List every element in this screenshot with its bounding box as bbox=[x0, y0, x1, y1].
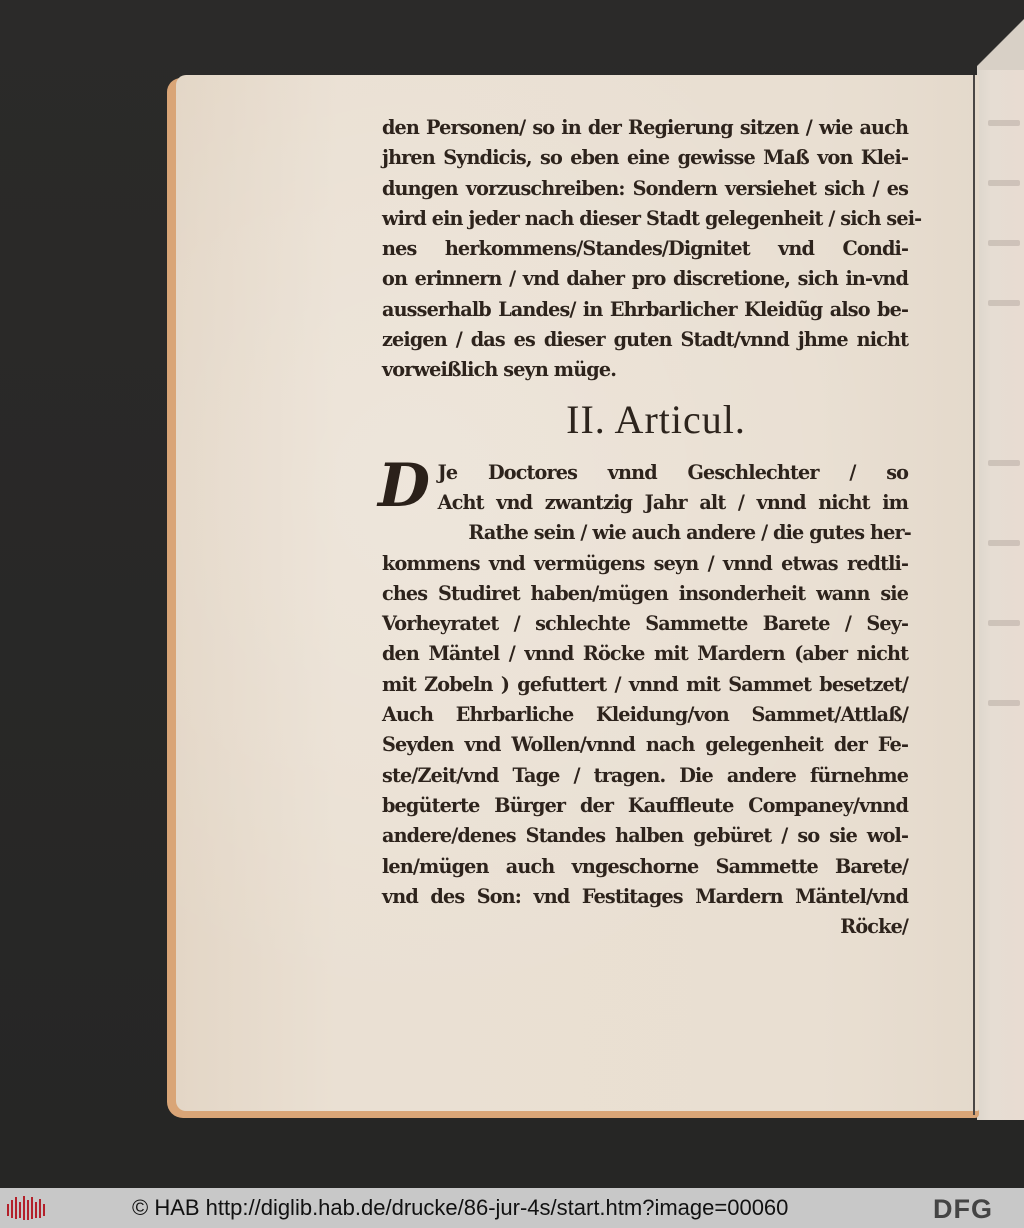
text-line: vnd des Son: vnd Festitages Mardern Mäntel/vnd bbox=[382, 883, 909, 908]
bleed-through bbox=[988, 180, 1020, 186]
next-page-corner bbox=[977, 0, 1024, 72]
article-heading: II. Articul. bbox=[566, 396, 746, 442]
text-line: kommens vnd vermügens seyn / vnnd etwas redtli- bbox=[382, 550, 909, 575]
bleed-through bbox=[988, 620, 1020, 626]
text-line: on erinnern / vnd daher pro discretione, sich in-vnd bbox=[382, 266, 909, 291]
text-line: begüterte Bürger der Kauffleute Companey/vnnd bbox=[382, 792, 909, 817]
text-line: Je Doctores vnnd Geschlechter / so bbox=[437, 459, 909, 484]
dfg-logo[interactable]: DFG bbox=[933, 1194, 993, 1224]
gutter-line bbox=[973, 75, 975, 1115]
text-line: Acht vnd zwantzig Jahr alt / vnnd nicht im bbox=[437, 489, 909, 514]
text-line: ausserhalb Landes/ in Ehrbarlicher Kleidũg also be- bbox=[382, 296, 909, 321]
bleed-through bbox=[988, 300, 1020, 306]
article-paragraph bbox=[378, 450, 930, 942]
text-line: nes herkommens/Standes/Dignitet vnd Condi- bbox=[382, 236, 909, 261]
text-line: andere/denes Standes halben gebüret / so sie wol- bbox=[382, 823, 909, 848]
text-line: wird ein jeder nach dieser Stadt gelegenheit / sich sei- bbox=[382, 205, 922, 230]
text-line: jhren Syndicis, so eben eine gewisse Maß von Klei- bbox=[382, 145, 909, 170]
text-line: Auch Ehrbarliche Kleidung/von Sammet/Attlaß/ bbox=[382, 702, 909, 727]
text-line: len/mügen auch vngeschorne Sammette Barete/ bbox=[382, 853, 909, 878]
bleed-through bbox=[988, 240, 1020, 246]
text-line: Rathe sein / wie auch andere / die gutes her- bbox=[468, 520, 911, 545]
copyright-link[interactable]: © HAB http://diglib.hab.de/drucke/86-jur-4s/start.htm?image=00060 bbox=[132, 1195, 789, 1220]
text-line: den Mäntel / vnnd Röcke mit Mardern (aber nicht bbox=[382, 641, 909, 666]
facing-page-edge bbox=[977, 70, 1024, 1120]
bleed-through bbox=[988, 120, 1020, 126]
text-line: dungen vorzuschreiben: Sondern versiehet sich / es bbox=[382, 175, 909, 200]
text-line: den Personen/ so in der Regierung sitzen / wie auch bbox=[382, 115, 909, 139]
bleed-through bbox=[988, 460, 1020, 466]
bleed-through bbox=[988, 700, 1020, 706]
text-line: Seyden vnd Wollen/vnnd nach gelegenheit der Fe- bbox=[382, 732, 909, 757]
bleed-through bbox=[988, 540, 1020, 546]
text-line: ches Studiret haben/mügen insonderheit wann sie bbox=[382, 580, 909, 605]
page-text bbox=[378, 112, 930, 941]
text-line: vorweißlich seyn müge. bbox=[382, 357, 617, 382]
catchword: Röcke/ bbox=[840, 914, 909, 939]
drop-cap-initial: D bbox=[378, 450, 431, 521]
text-line: zeigen / das es dieser guten Stadt/vnnd jhme nicht bbox=[382, 327, 909, 352]
text-line: ste/Zeit/vnd Tage / tragen. Die andere fürnehme bbox=[382, 762, 909, 787]
hab-logo-icon[interactable] bbox=[6, 1194, 46, 1222]
text-line: Vorheyratet / schlechte Sammette Barete / Sey- bbox=[382, 611, 909, 636]
footer-bar bbox=[0, 1188, 1024, 1228]
text-line: mit Zobeln ) gefuttert / vnnd mit Sammet besetzet/ bbox=[382, 671, 909, 696]
